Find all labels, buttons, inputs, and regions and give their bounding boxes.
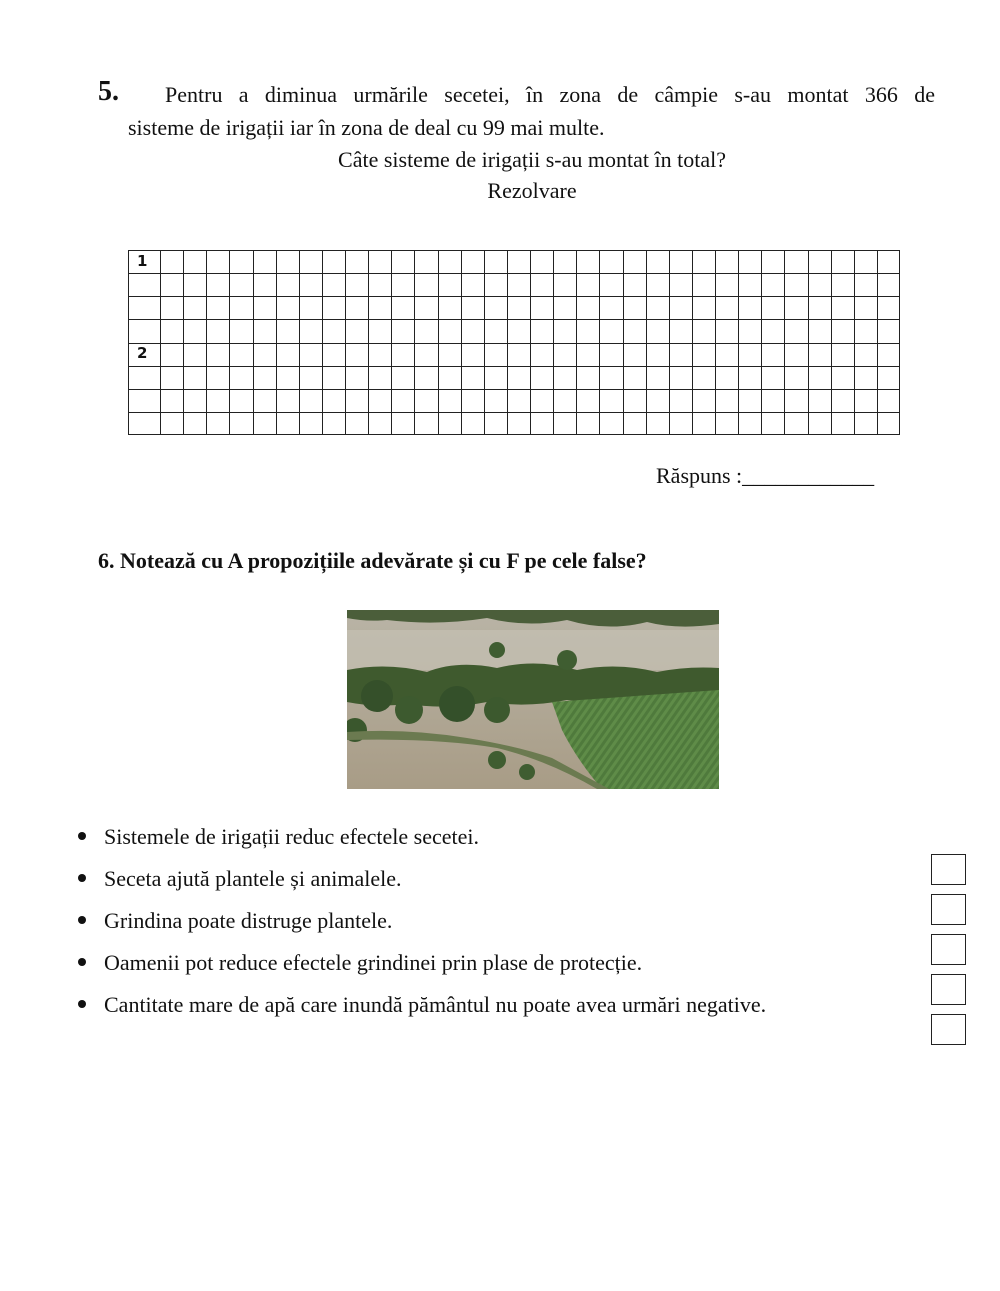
statement-text: Sistemele de irigații reduc efectele secetei. — [104, 824, 480, 849]
exercise-5-text-line1: Pentru a diminua urmările secetei, în zona de câmpie s-au montat 366 de — [165, 82, 935, 107]
grid-lines — [128, 250, 900, 435]
answer-box-3[interactable] — [931, 934, 966, 965]
list-item — [78, 950, 642, 976]
flood-photo-illustration — [347, 610, 719, 789]
exercise-5-text-line2: sisteme de irigații iar în zona de deal cu 99 mai multe. — [128, 115, 605, 140]
statement-text: Grindina poate distruge plantele. — [104, 908, 393, 933]
statement-text: Cantitate mare de apă care inundă pământul nu poate avea urmări negative. — [104, 992, 767, 1017]
answer-box-1[interactable] — [931, 854, 966, 885]
grid-row-label-2: 2 — [137, 344, 148, 362]
statement-text: Oamenii pot reduce efectele grindinei prin plase de protecție. — [104, 950, 643, 975]
list-item — [78, 824, 479, 850]
bullet-icon — [78, 832, 86, 840]
list-item — [78, 908, 392, 934]
answer-box-4[interactable] — [931, 974, 966, 1005]
grid-row-label-1: 1 — [137, 252, 148, 270]
answer-line[interactable]: Răspuns :____________ — [656, 463, 875, 488]
solution-grid[interactable] — [128, 250, 900, 435]
bullet-icon — [78, 916, 86, 924]
bullet-icon — [78, 958, 86, 966]
solution-label: Rezolvare — [487, 178, 577, 203]
flood-photo — [347, 610, 719, 789]
list-item — [78, 866, 401, 892]
exercise-5-number: 5. — [98, 76, 119, 107]
answer-box-5[interactable] — [931, 1014, 966, 1045]
statement-text: Seceta ajută plantele și animalele. — [104, 866, 402, 891]
bullet-icon — [78, 1000, 86, 1008]
exercise-6-title: 6. Notează cu A propozițiile adevărate și cu F pe cele false? — [98, 548, 647, 573]
answer-box-2[interactable] — [931, 894, 966, 925]
bullet-icon — [78, 874, 86, 882]
list-item — [78, 992, 766, 1018]
exercise-5-question: Câte sisteme de irigații s-au montat în total? — [338, 147, 726, 172]
